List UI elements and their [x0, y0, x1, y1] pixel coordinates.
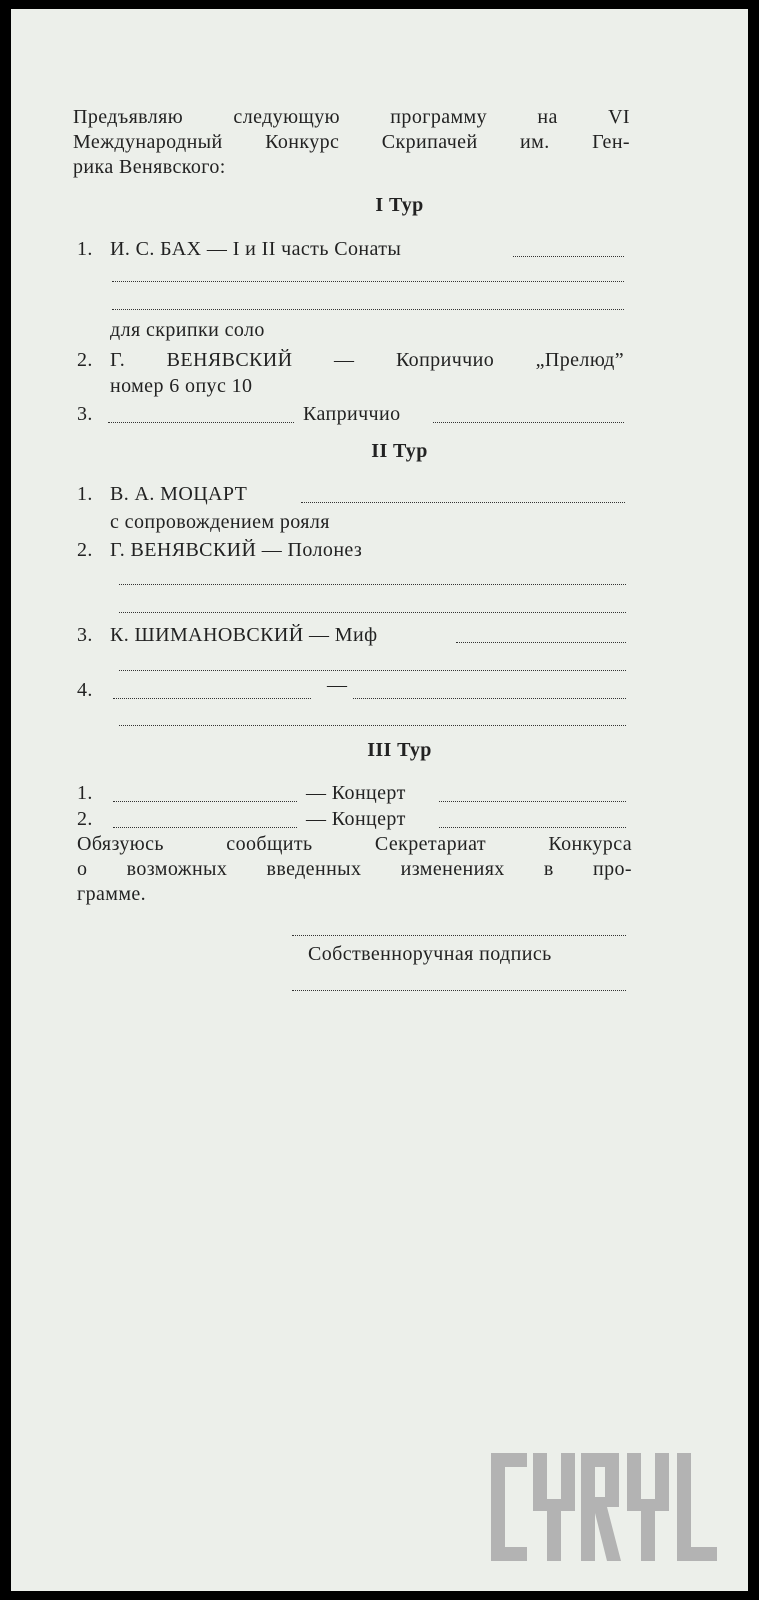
tour-2-item-4-number: 4. — [77, 679, 93, 701]
fill-line — [108, 422, 294, 423]
tour-1-item-1-continuation: для скрипки соло — [110, 319, 265, 341]
watermark-letterforms — [491, 1453, 717, 1561]
signature-line — [292, 990, 626, 991]
fill-line — [456, 642, 626, 643]
tour-2-item-3-text: К. ШИМАНОВСКИЙ — Миф — [110, 624, 378, 646]
tour-1-item-3-number: 3. — [77, 403, 93, 425]
fill-line — [113, 698, 311, 699]
tour-1-item-2-number: 2. — [77, 349, 93, 371]
tour-2-heading: II Тур — [371, 440, 428, 462]
fill-line — [119, 584, 626, 585]
tour-2-item-1-text: В. А. МОЦАРТ — [110, 483, 248, 505]
tour-1-item-1-number: 1. — [77, 238, 93, 260]
intro-line-3: рика Венявского: — [73, 156, 226, 178]
tour-2-item-1-number: 1. — [77, 483, 93, 505]
signature-line — [292, 935, 626, 936]
fill-line — [513, 256, 624, 257]
fill-line — [119, 725, 626, 726]
tour-1-item-2-continuation: номер 6 опус 10 — [110, 375, 253, 397]
fill-line — [301, 502, 625, 503]
tour-3-item-1-text: — Концерт — [306, 782, 406, 804]
tour-2-item-4-dash: — — [327, 674, 348, 696]
tour-3-item-2-number: 2. — [77, 808, 93, 830]
intro-line-1: Предъявляю следующую программу на VI — [73, 106, 630, 128]
tour-2-item-2-number: 2. — [77, 539, 93, 561]
fill-line — [439, 801, 626, 802]
fill-line — [119, 670, 626, 671]
tour-1-item-2-text: Г. ВЕНЯВСКИЙ — Коприччио „Прелюд” — [110, 349, 624, 371]
tour-2-item-3-number: 3. — [77, 624, 93, 646]
tour-3-heading: III Тур — [367, 739, 432, 761]
signature-label: Собственноручная подпись — [308, 943, 552, 965]
intro-line-2: Международный Конкурс Скрипачей им. Ген- — [73, 131, 630, 153]
fill-line — [112, 309, 624, 310]
pledge-line-3: грамме. — [77, 883, 147, 905]
fill-line — [433, 422, 624, 423]
tour-1-heading: I Тур — [375, 194, 424, 216]
tour-2-item-1-continuation: с сопровождением рояля — [110, 511, 330, 533]
tour-3-item-1-number: 1. — [77, 782, 93, 804]
fill-line — [119, 612, 626, 613]
pledge-line-1: Обязуюсь сообщить Секретариат Конкурса — [77, 833, 632, 855]
pledge-line-2: о возможных введенных изменениях в про- — [77, 858, 632, 880]
document-sheet — [11, 9, 748, 1591]
tour-1-item-3-text: Каприччио — [303, 403, 401, 425]
fill-line — [112, 281, 624, 282]
tour-2-item-2-text: Г. ВЕНЯВСКИЙ — Полонез — [110, 539, 363, 561]
fill-line — [439, 827, 626, 828]
cyryl-watermark-logo — [487, 1453, 727, 1561]
fill-line — [113, 827, 297, 828]
pledge-paragraph — [77, 832, 632, 907]
tour-1-item-1-text: И. С. БАХ — I и II часть Сонаты — [110, 238, 402, 260]
fill-line — [353, 698, 626, 699]
fill-line — [113, 801, 297, 802]
tour-3-item-2-text: — Концерт — [306, 808, 406, 830]
intro-paragraph — [73, 105, 630, 180]
